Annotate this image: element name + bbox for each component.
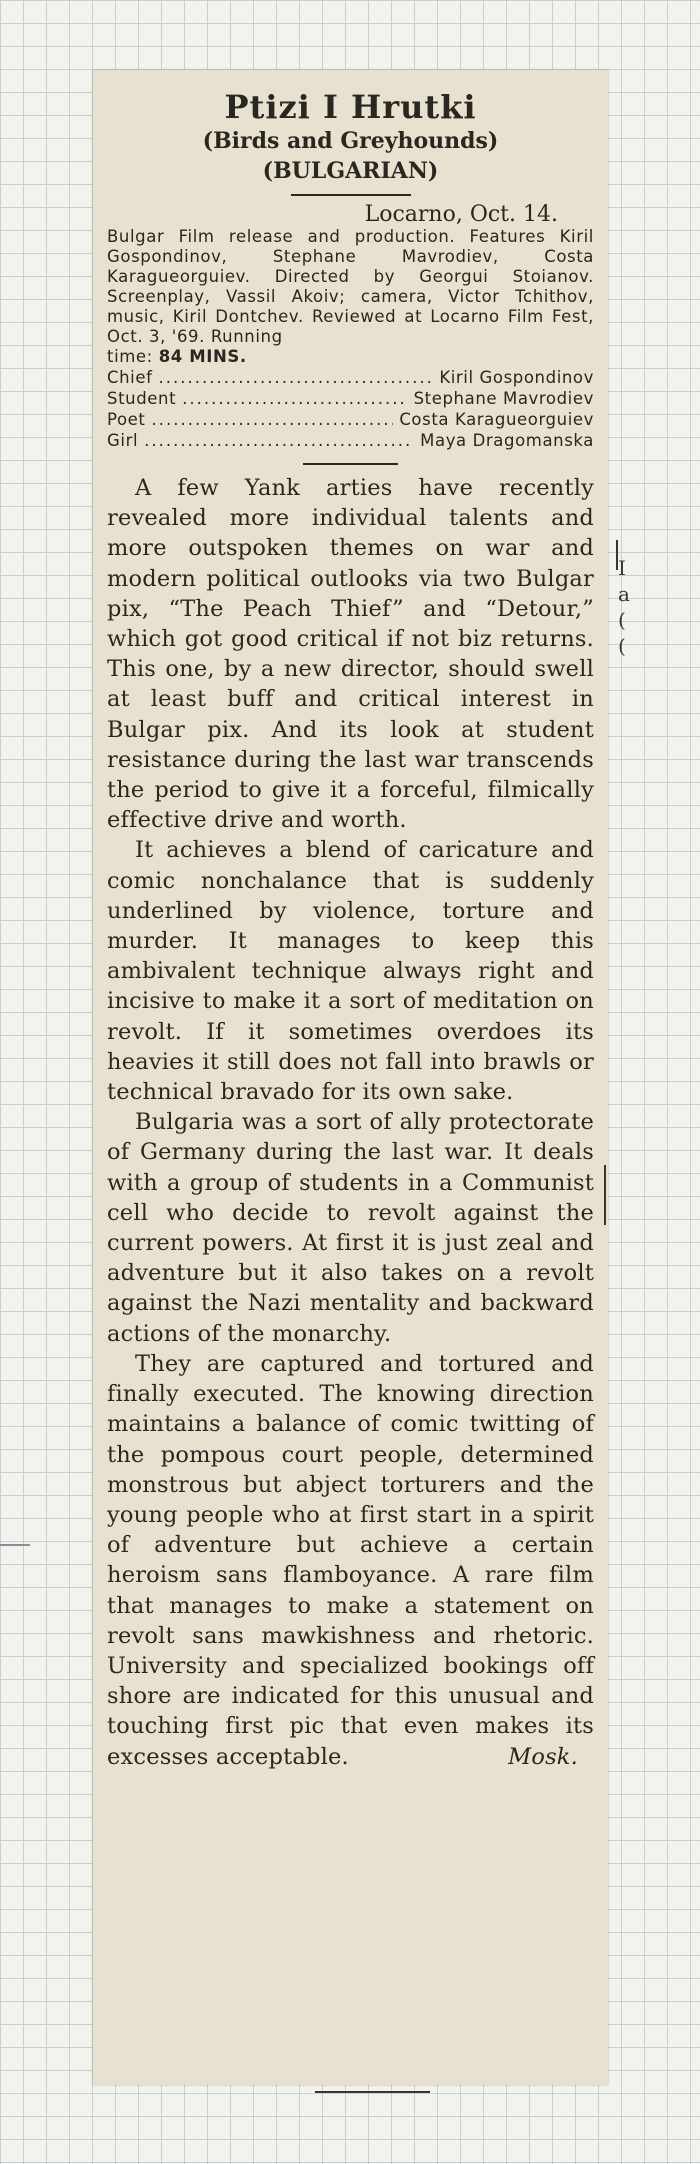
column-edge <box>604 1165 606 1225</box>
title-divider <box>291 194 411 196</box>
cast-role: Chief <box>107 368 153 387</box>
cast-row <box>107 367 594 388</box>
adjacent-column-fragment: I a ( ( <box>618 556 630 658</box>
cast-actor: Kiril Gospondinov <box>439 368 594 387</box>
cast-row <box>107 430 594 451</box>
cast-list <box>107 367 594 451</box>
dateline: Locarno, Oct. 14. <box>364 202 558 227</box>
reviewer-signature: Mosk. <box>508 1743 578 1770</box>
english-title: (Birds and Greyhounds) <box>202 128 499 154</box>
review-paragraph: Bulgaria was a sort of ally protectorate of Germany during the last war. It deals with a group of students in a Communist cell who decide to revolt against the current powers. At first it is just zeal and adventure but it also takes on a revolt against the Nazi mentality and backward actions of the monarchy. <box>107 1109 594 1347</box>
margin-mark <box>0 1544 30 1546</box>
review-body <box>107 473 594 1772</box>
review-paragraph: A few Yank arties have recently revealed more individual talents and more outspoken themes on war and modern political outlooks via two Bulgar pix, “The Peach Thief” and “Detour,” which got good critical if not biz returns. This one, by a new director, should swell at least buff and critical interest in Bulgar pix. And its look at student resistance during the last war transcends the period to give it a forceful, filmically effective drive and worth. <box>107 475 594 834</box>
running-time <box>107 347 594 367</box>
running-time-value: 84 MINS. <box>158 347 247 366</box>
end-rule <box>315 2091 430 2093</box>
running-time-label: time: <box>107 347 153 366</box>
language-label: (BULGARIAN) <box>262 158 439 184</box>
review-paragraph: It achieves a blend of caricature and comic nonchalance that is suddenly underlined by violence, torture and murder. It manages to keep this ambivalent technique always right and incisive to make it a sort of meditation on revolt. If it sometimes overdoes its heavies it still does not fall into brawls or technical bravado for its own sake. <box>107 837 594 1106</box>
cast-role: Student <box>107 389 177 408</box>
cast-role: Girl <box>107 431 139 450</box>
credits-divider <box>303 463 398 465</box>
cast-row <box>107 388 594 409</box>
newspaper-clipping <box>93 70 608 2085</box>
cast-actor: Maya Dragomanska <box>420 431 594 450</box>
cast-actor: Stephane Mavrodiev <box>413 389 594 408</box>
cast-row <box>107 409 594 430</box>
credits-block: Bulgar Film release and production. Features Kiril Gospondinov, Stephane Mavrodiev, Costa Karagueorguiev. Directed by Georgui Stoianov. Screenplay, Vassil Akoiv; camera, Victor Tchithov, music, Kiril Dontchev. Reviewed at Locarno Film Fest, Oct. 3, '69. Running <box>107 227 594 346</box>
cast-role: Poet <box>107 410 146 429</box>
review-paragraph: They are captured and tortured and finally executed. The knowing direction maintains a balance of comic twitting of the pompous court people, determined monstrous but abject torturers and the young people who at first start in a spirit of adventure but achieve a certain heroism sans flamboyance. A rare film that manages to make a statement on revolt sans mawkishness and rhetoric. University and specialized bookings off shore are indicated for this unusual and touching first pic that even makes its excesses acceptable. Mosk. <box>107 1349 594 1772</box>
cast-actor: Costa Karagueorguiev <box>399 410 594 429</box>
film-title: Ptizi I Hrutki <box>224 88 477 126</box>
